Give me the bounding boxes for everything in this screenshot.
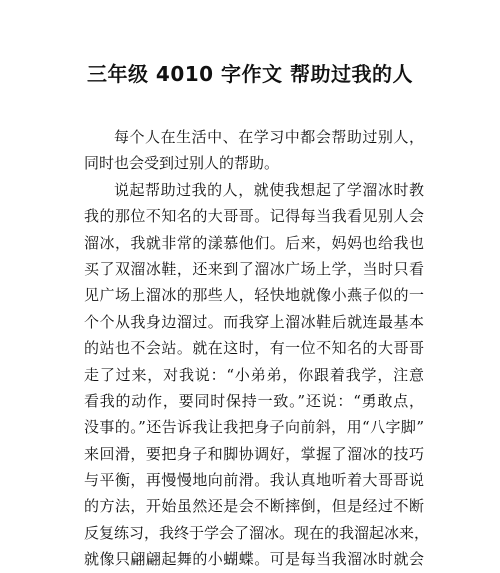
text-line: 与平衡，再慢慢地向前滑。我认真地听着大哥哥说	[84, 471, 424, 490]
document-body	[84, 124, 430, 573]
paragraph-1	[84, 124, 424, 177]
text-line: 每个人在生活中、在学习中都会帮助过别人，	[114, 128, 424, 146]
text-line: 走了过来，对我说：“小弟弟，你跟着我学，注意	[84, 365, 424, 384]
text-line: 没事的。”还告诉我让我把身子向前斜，用“八字脚”	[84, 418, 424, 437]
text-line: 来回滑，要把身子和脚协调好，掌握了溜冰的技巧	[84, 444, 424, 463]
text-line: 同时也会受到过别人的帮助。	[84, 154, 280, 173]
text-line: 就像只翩翩起舞的小蝴蝶。可是每当我溜冰时就会	[84, 550, 424, 569]
text-line: 买了双溜冰鞋，还来到了溜冰广场上学，当时只看	[84, 259, 424, 278]
text-line: 的方法，开始虽然还是会不断摔倒，但是经过不断	[84, 497, 424, 516]
text-line: 说起帮助过我的人，就使我想起了学溜冰时教	[114, 180, 424, 199]
text-line: 溜冰，我就非常的漾慕他们。后来，妈妈也给我也	[84, 233, 424, 252]
text-line: 个个从我身边溜过。而我穿上溜冰鞋后就连最基本	[84, 312, 424, 331]
document-title: 三年级 4010 字作文 帮助过我的人	[86, 62, 414, 86]
paragraph-2	[84, 177, 430, 573]
text-line: 反复练习，我终于学会了溜冰。现在的我溜起冰来，	[84, 523, 430, 542]
text-line: 我的那位不知名的大哥哥。记得每当我看见别人会	[84, 207, 424, 226]
text-line: 的站也不会站。就在这时，有一位不知名的大哥哥	[84, 339, 424, 358]
text-line: 看我的动作，要同时保持一致。”还说：“勇敢点，	[84, 391, 424, 410]
text-line: 见广场上溜冰的那些人，轻快地就像小燕子似的一	[84, 286, 424, 305]
